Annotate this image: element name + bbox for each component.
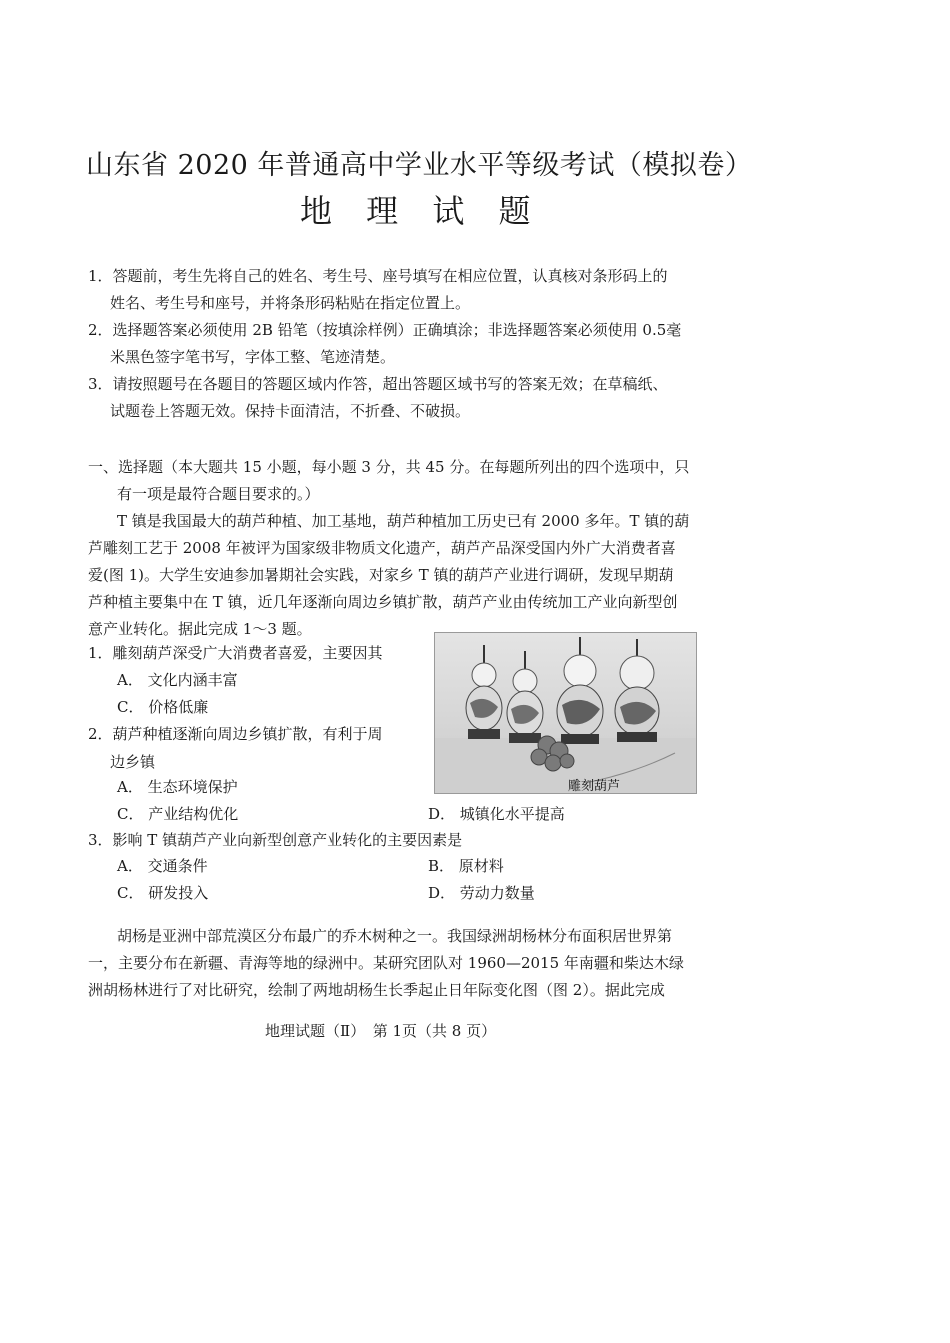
- option-c: C． 价格低廉: [117, 698, 209, 716]
- option-c: C． 产业结构优化: [117, 805, 239, 823]
- option-d: D． 劳动力数量: [428, 884, 535, 902]
- instruction-line: 试题卷上答题无效。保持卡面清洁，不折叠、不破损。: [110, 402, 471, 420]
- question-stem: 1．雕刻葫芦深受广大消费者喜爱，主要因其: [88, 644, 383, 662]
- instruction-line: 3．请按照题号在各题目的答题区域内作答，超出答题区域书写的答案无效；在草稿纸、: [88, 375, 668, 393]
- passage-line: 意产业转化。据此完成 1～3 题。: [88, 620, 312, 638]
- passage-line: 一，主要分布在新疆、青海等地的绿洲中。某研究团队对 1960—2015 年南疆和柴达木绿: [88, 954, 684, 972]
- option-d: D． 城镇化水平提高: [428, 805, 565, 823]
- option-c: C． 研发投入: [117, 884, 209, 902]
- option-b: B． 原材料: [428, 857, 504, 875]
- option-a: A． 生态环境保护: [117, 778, 238, 796]
- passage-line: T 镇是我国最大的葫芦种植、加工基地，葫芦种植加工历史已有 2000 多年。T 镇的葫: [117, 512, 690, 530]
- passage-line: 爱(图 1)。大学生安迪参加暑期社会实践，对家乡 T 镇的葫芦产业进行调研，发现早期葫: [88, 566, 674, 584]
- figure-caption: 雕刻葫芦: [568, 779, 621, 794]
- page-footer: 地理试题（Ⅱ） 第 1页（共 8 页）: [265, 1022, 497, 1040]
- carved-gourd-photo: [434, 632, 697, 794]
- passage-line: 芦种植主要集中在 T 镇，近几年逐渐向周边乡镇扩散，葫芦产业由传统加工产业向新型创: [88, 593, 678, 611]
- option-a: A． 交通条件: [117, 857, 208, 875]
- section-heading-line: 有一项是最符合题目要求的。）: [117, 485, 320, 503]
- exam-subject: 地 理 试 题: [300, 192, 543, 230]
- passage-line: 芦雕刻工艺于 2008 年被评为国家级非物质文化遗产，葫芦产品深受国内外广大消费者喜: [88, 539, 676, 557]
- question-stem: 边乡镇: [110, 753, 156, 771]
- option-a: A． 文化内涵丰富: [117, 671, 238, 689]
- instruction-line: 姓名、考生号和座号，并将条形码粘贴在指定位置上。: [110, 294, 471, 312]
- section-heading-line: 一、选择题（本大题共 15 小题，每小题 3 分，共 45 分。在每题所列出的四个选项中，只: [88, 458, 690, 476]
- question-stem: 3．影响 T 镇葫芦产业向新型创意产业转化的主要因素是: [88, 831, 463, 849]
- instruction-line: 1．答题前，考生先将自己的姓名、考生号、座号填写在相应位置，认真核对条形码上的: [88, 267, 668, 285]
- instruction-line: 米黑色签字笔书写，字体工整、笔迹清楚。: [110, 348, 396, 366]
- gourd-illustration: [435, 633, 696, 793]
- passage-line: 胡杨是亚洲中部荒漠区分布最广的乔木树种之一。我国绿洲胡杨林分布面积居世界第: [117, 927, 673, 945]
- instruction-line: 2．选择题答案必须使用 2B 铅笔（按填涂样例）正确填涂；非选择题答案必须使用 0.5毫: [88, 321, 682, 339]
- exam-title: 山东省 2020 年普通高中学业水平等级考试（模拟卷）: [86, 150, 753, 181]
- passage-line: 洲胡杨林进行了对比研究，绘制了两地胡杨生长季起止日年际变化图（图 2）。据此完成: [88, 981, 665, 999]
- question-stem: 2．葫芦种植逐渐向周边乡镇扩散，有利于周: [88, 725, 383, 743]
